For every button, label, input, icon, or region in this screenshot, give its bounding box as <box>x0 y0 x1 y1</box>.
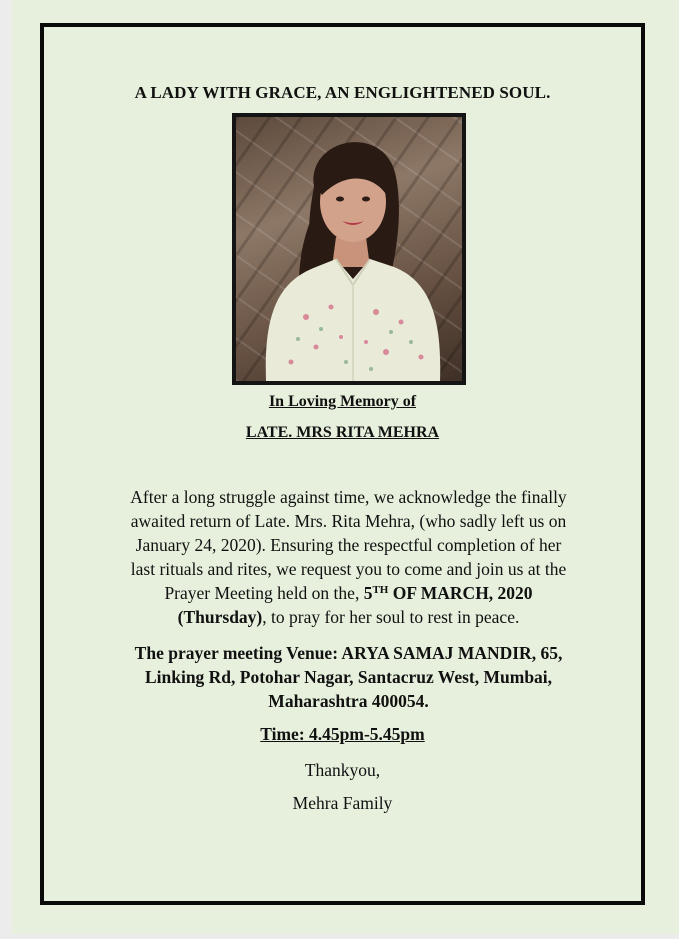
paragraph-line: January 24, 2020). Ensuring the respectful completion of her <box>135 535 562 555</box>
meeting-weekday: (Thursday) <box>177 607 263 627</box>
date-intro-text: Prayer Meeting held on the, <box>164 583 364 603</box>
venue-line: The prayer meeting Venue: ARYA SAMAJ MANDIR, 65, <box>134 643 563 663</box>
venue-line: Maharashtra 400054. <box>268 691 429 711</box>
paragraph-line: After a long struggle against time, we acknowledge the finally <box>130 487 567 507</box>
meeting-time: Time: 4.45pm-5.45pm <box>260 724 425 744</box>
page-border-frame <box>40 23 645 905</box>
deceased-name: LATE. MRS RITA MEHRA <box>245 424 440 441</box>
paragraph-line: last rituals and rites, we request you to come and join us at the <box>130 559 567 579</box>
date-month-year: OF MARCH, 2020 <box>388 583 533 603</box>
memorial-portrait-photo <box>232 113 466 385</box>
closing-text: , to pray for her soul to rest in peace. <box>262 607 520 627</box>
tribute-heading: A LADY WITH GRACE, AN ENGLIGHTENED SOUL. <box>134 83 551 102</box>
family-signature: Mehra Family <box>292 793 393 813</box>
venue-line: Linking Rd, Potohar Nagar, Santacruz West, Mumbai, <box>144 667 553 687</box>
paragraph-line: awaited return of Late. Mrs. Rita Mehra, (who sadly left us on <box>130 511 567 531</box>
date-day: 5 <box>363 583 373 603</box>
portrait-illustration <box>236 117 462 381</box>
thanks-text: Thankyou, <box>304 760 381 780</box>
in-loving-memory-label: In Loving Memory of <box>268 393 417 410</box>
paragraph-line-weekday <box>92 605 605 629</box>
paragraph-line-date <box>92 581 605 605</box>
announcement-paragraph <box>92 485 605 629</box>
invitation-page <box>12 0 679 934</box>
venue-details <box>84 641 613 713</box>
date-ordinal-suffix: TH <box>372 584 389 596</box>
meeting-date <box>364 583 533 603</box>
